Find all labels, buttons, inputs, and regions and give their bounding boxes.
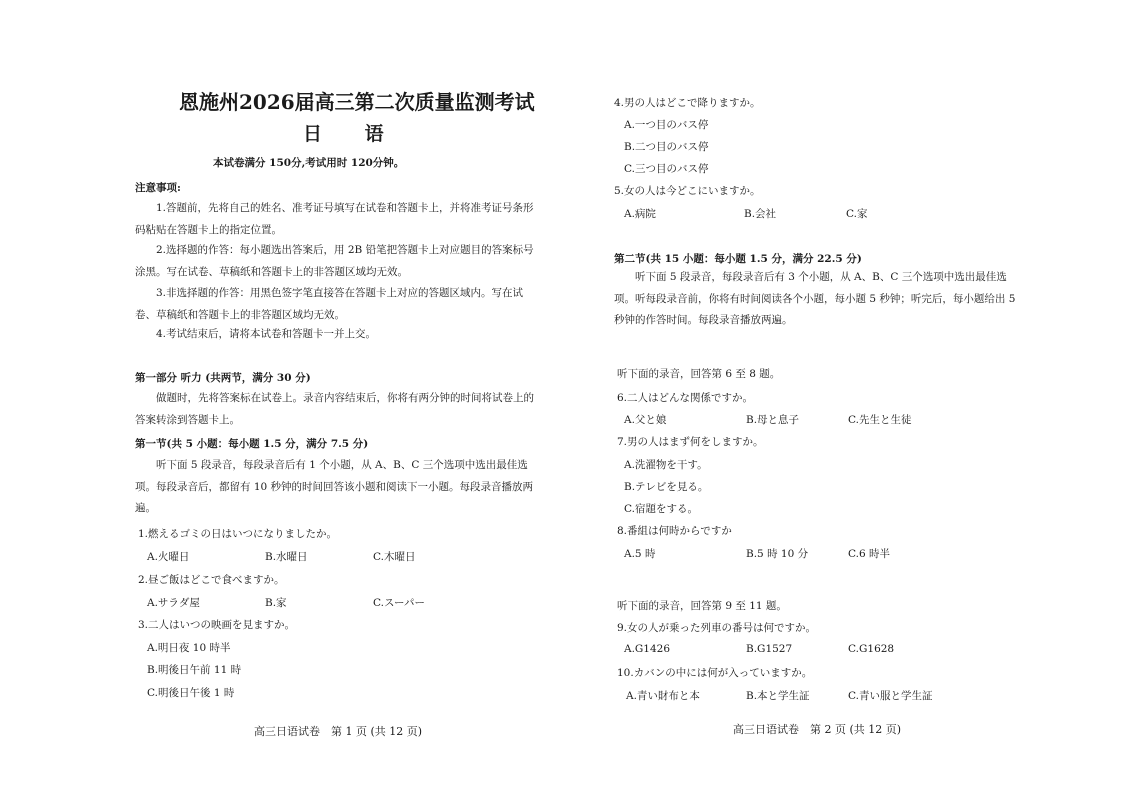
notice-item-2: 2.选择题的作答：每小题选出答案后，用 2B 铅笔把答题卡上对应题目的答案标号涂黑。写在试卷、草稿纸和答题卡上的非答题区域均无效。: [135, 244, 534, 278]
q3-option-a: A.明日夜 10 時半: [147, 642, 231, 654]
part1-instruction: 做题时，先将答案标在试卷上。录音内容结束后，你将有两分钟的时间将试卷上的答案转涂到答题卡上。: [135, 392, 534, 426]
q7-option-b: B.テレビを見る。: [624, 481, 709, 493]
q4-option-b: B.二つ目のバス停: [624, 141, 709, 153]
notice-item-3: 3.非选择题的作答：用黑色签字笔直接答在答题卡上对应的答题区域内。写在试卷、草稿纸和答题卡上的非答题区域均无效。: [135, 287, 524, 321]
q2-option-a: A.サラダ屋: [147, 597, 200, 609]
q8-option-b: B.5 時 10 分: [746, 548, 809, 560]
question-6: 6.二人はどんな関係ですか。: [617, 392, 754, 404]
notice-heading: 注意事项:: [135, 182, 181, 194]
q1-option-a: A.火曜日: [147, 551, 190, 563]
section1-heading: 第一节(共 5 小题：每小题 1.5 分，满分 7.5 分): [135, 438, 369, 450]
question-5: 5.女の人は今どこにいますか。: [614, 185, 761, 197]
q6-option-b: B.母と息子: [746, 414, 800, 426]
question-9: 9.女の人が乗った列車の番号は何ですか。: [617, 622, 817, 634]
q4-option-c: C.三つ目のバス停: [624, 163, 709, 175]
question-10: 10.カバンの中には何が入っていますか。: [617, 667, 813, 679]
q8-option-a: A.5 時: [624, 548, 656, 560]
group1-intro: 听下面的录音，回答第 6 至 8 题。: [617, 368, 781, 380]
q6-option-a: A.父と娘: [624, 414, 667, 426]
q5-option-b: B.会社: [744, 208, 777, 220]
subject-title: 日 语: [303, 123, 402, 145]
question-4: 4.男の人はどこで降りますか。: [614, 97, 761, 109]
group2-intro: 听下面的录音，回答第 9 至 11 题。: [617, 600, 787, 612]
question-3: 3.二人はいつの映画を見ますか。: [138, 619, 296, 631]
q3-option-b: B.明後日午前 11 時: [147, 664, 242, 676]
q10-option-b: B.本と学生証: [746, 690, 810, 702]
q1-option-c: C.木曜日: [373, 551, 416, 563]
section2-instruction: 听下面 5 段录音，每段录音后有 3 个小题，从 A、B、C 三个选项中选出最佳选项。听每段录音前，你将有时间阅读各个小题，每小题 5 秒钟；听完后，每小题给出 5 秒钟的作答时间。每段录音播放两遍。: [614, 271, 1016, 326]
q9-option-c: C.G1628: [848, 643, 895, 655]
notice-item-1: 1.答题前，先将自己的姓名、准考证号填写在试卷和答题卡上，并将准考证号条形码粘贴在答题卡上的指定位置。: [135, 202, 534, 236]
q10-option-c: C.青い服と学生証: [848, 690, 933, 702]
q2-option-b: B.家: [265, 597, 287, 609]
q5-option-a: A.病院: [624, 208, 656, 220]
section2-heading: 第二节(共 15 小题：每小题 1.5 分，满分 22.5 分): [614, 253, 862, 265]
page-1-footer: 高三日语试卷 第 1 页 (共 12 页): [254, 725, 423, 738]
q4-option-a: A.一つ目のバス停: [624, 119, 709, 131]
score-info: 本试卷满分 150分,考试用时 120分钟。: [213, 157, 405, 169]
q5-option-c: C.家: [846, 208, 868, 220]
q2-option-c: C.スーパー: [373, 597, 425, 609]
q1-option-b: B.水曜日: [265, 551, 308, 563]
question-2: 2.昼ご飯はどこで食べますか。: [138, 574, 285, 586]
q3-option-c: C.明後日午後 1 時: [147, 687, 235, 699]
q7-option-a: A.洗濯物を干す。: [624, 459, 708, 471]
question-8: 8.番組は何時からですか: [617, 525, 732, 537]
q6-option-c: C.先生と生徒: [848, 414, 912, 426]
question-1: 1.燃えるゴミの日はいつになりましたか。: [138, 528, 338, 540]
part1-heading: 第一部分 听力 (共两节，满分 30 分): [135, 372, 311, 384]
notice-item-4: 4.考试结束后，请将本试卷和答题卡一并上交。: [156, 328, 377, 340]
exam-title: 恩施州2026届高三第二次质量监测考试: [179, 90, 535, 114]
q8-option-c: C.6 時半: [848, 548, 891, 560]
q9-option-b: B.G1527: [746, 643, 793, 655]
q7-option-c: C.宿題をする。: [624, 503, 698, 515]
q10-option-a: A.青い財布と本: [626, 690, 700, 702]
section1-instruction: 听下面 5 段录音，每段录音后有 1 个小题，从 A、B、C 三个选项中选出最佳选项。每段录音后，都留有 10 秒钟的时间回答该小题和阅读下一小题。每段录音播放两遍。: [135, 459, 534, 514]
q9-option-a: A.G1426: [624, 643, 671, 655]
question-7: 7.男の人はまず何をしますか。: [617, 436, 764, 448]
page-2-footer: 高三日语试卷 第 2 页 (共 12 页): [733, 723, 902, 736]
